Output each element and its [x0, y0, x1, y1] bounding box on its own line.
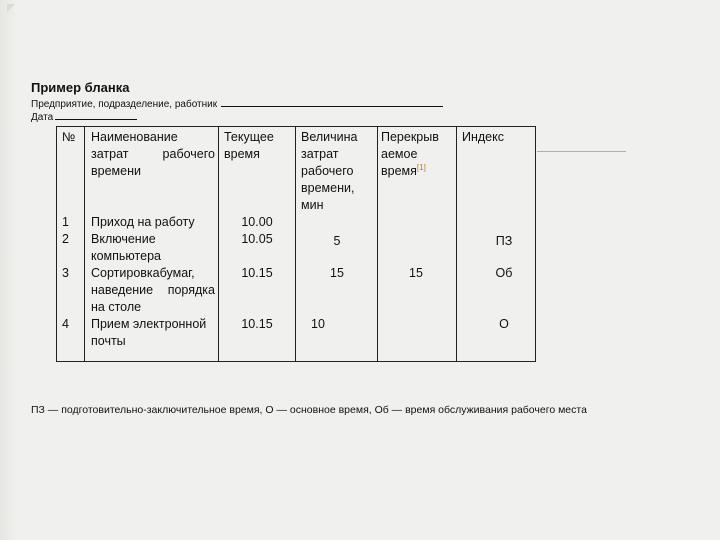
column-divider — [218, 127, 219, 361]
form-title: Пример бланка — [31, 80, 130, 95]
header-name: Наименование затрат рабочего времени — [91, 130, 215, 178]
enterprise-blank — [221, 97, 443, 107]
slide-left-edge — [0, 0, 18, 540]
row-index: Об — [495, 266, 513, 280]
row-time: 10.15 — [241, 317, 273, 331]
row-name: Прием электронной почты — [91, 317, 207, 348]
row-overlap: 15 — [409, 266, 423, 280]
column-divider — [456, 127, 457, 361]
row-amount: 15 — [330, 266, 344, 280]
footnote-text: ПЗ — подготовительно-заключительное время, О — основное время, Об — время обслуживания рабочего места — [31, 404, 587, 416]
row-time: 10.00 — [241, 215, 273, 229]
column-divider — [84, 127, 85, 361]
row-no: 3 — [62, 266, 69, 280]
row-no: 4 — [62, 317, 69, 331]
date-blank — [55, 110, 137, 120]
header-amount: Величина затрат рабочего времени, мин — [301, 130, 358, 212]
enterprise-line — [31, 97, 443, 110]
row-no: 1 — [62, 215, 69, 229]
header-overlap-line: аемое — [381, 147, 418, 161]
row-name: Включение компьютера — [91, 232, 161, 263]
header-overlap-line — [381, 163, 451, 180]
row-time: 10.15 — [241, 266, 273, 280]
slide-corner-icon — [6, 3, 16, 13]
row-name: Сортировкабумаг, наведение порядка на столе — [91, 266, 215, 314]
row-no: 2 — [62, 232, 69, 246]
row-index: О — [499, 317, 509, 331]
date-line — [31, 110, 137, 123]
row-time: 10.05 — [241, 232, 273, 246]
row-index: ПЗ — [495, 234, 513, 248]
row-amount: 10 — [311, 317, 325, 331]
header-overlap-line: Перекрыв — [381, 130, 439, 144]
row-amount: 5 — [333, 234, 341, 248]
decorative-line — [537, 151, 626, 152]
header-overlap-word: время — [381, 164, 417, 178]
column-divider — [295, 127, 296, 361]
header-overlap — [381, 129, 451, 180]
enterprise-label: Предприятие, подразделение, работник — [31, 99, 218, 110]
header-index: Индекс — [462, 130, 504, 144]
header-no: № — [62, 130, 76, 144]
timing-table — [56, 126, 536, 362]
date-label: Дата — [31, 112, 54, 123]
row-name: Приход на работу — [91, 215, 195, 229]
footnote-link[interactable]: [1] — [416, 162, 426, 172]
header-current-time: Текущее время — [224, 130, 274, 161]
